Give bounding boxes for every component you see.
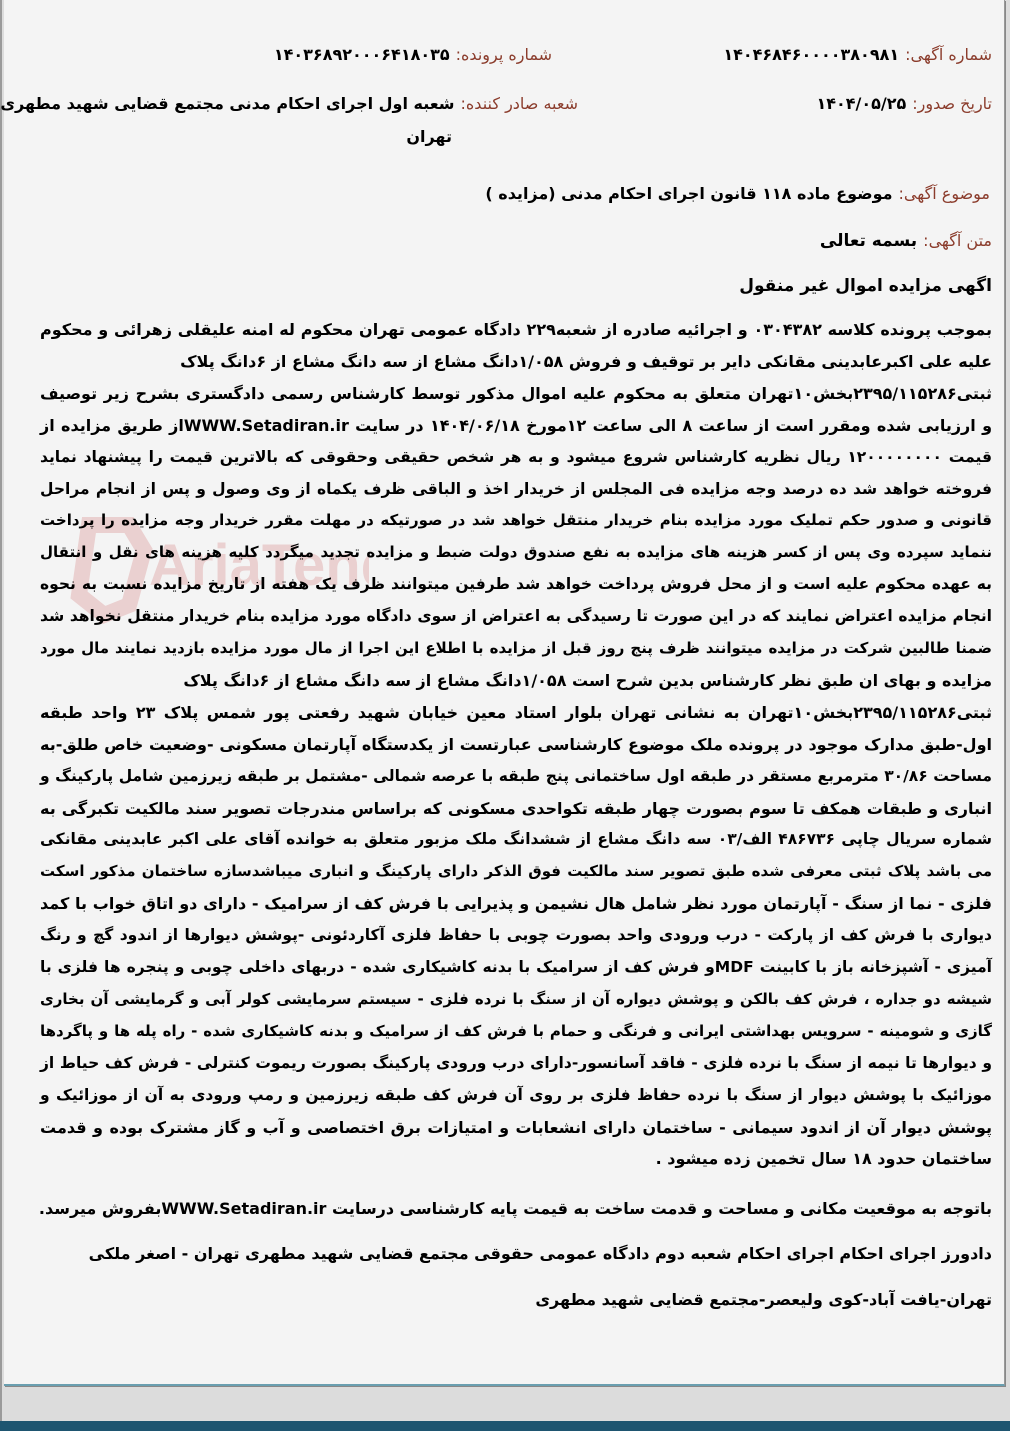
text-intro [820,231,992,251]
body-line: مساحت ۳۰/۸۶ مترمربع مستقر در طبقه اول ساختمانی پنج طبقه با عرصه شمالی -مشتمل بر طبقه زیرزمین شامل پارکینگ و [40,766,992,785]
body-line: قیمت ۱۲۰۰۰۰۰۰۰۰ ریال نظریه کارشناس شروع میشود و به هر شخص حقیقی وحقوقی که بالاترین قیمت را پیشنهاد نماید [40,447,992,466]
file-number-label: شماره پرونده: [455,45,552,64]
svg-text:AriaTender: AriaTen [149,533,361,598]
taskbar [0,1421,1010,1431]
ad-number-value: ۱۴۰۴۶۸۴۶۰۰۰۰۳۸۰۹۸۱ [723,45,900,64]
issue-date [816,94,992,113]
body-line: فلزی - نما از سنگ - آپارتمان مورد نظر شامل هال نشیمن و پذیرایی با فرش کف از سرامیک - دارای دو اتاق خواب با کمد [40,894,992,914]
body-line: موزائیک با پوشش دیوار از سنگ با نرده حفاظ فلزی بر روی آن فرش کف طبقه زیرزمین و رمپ ورودی به آن از موزائیک و [40,1085,992,1104]
body-line: علیه علی اکبرعابدینی مقانکی دایر بر توقیف و فروش ۱/۰۵۸دانگ مشاع از سه دانگ مشاع از ۶دانگ پلاک [180,351,992,371]
window-left-edge [0,0,2,1421]
body-line: ضمنا طالبین شرکت در مزایده میتوانند ظرف پنج روز قبل از مزایده با اطلاع این اجرا از مال مورد مزایده بازدید نمایند مال مورد [40,639,992,657]
file-number [274,45,552,64]
ad-number [723,45,992,64]
signature: دادورز اجرای احکام اجرای احکام شعبه دوم دادگاه عمومی حقوقی مجتمع قضایی شهید مطهری تهران - اصغر ملکی [88,1244,992,1263]
ad-number-label: شماره آگهی: [905,45,992,64]
file-number-value: ۱۴۰۳۶۸۹۲۰۰۰۶۴۱۸۰۳۵ [273,45,450,64]
subject-label: موضوع آگهی: [898,184,990,203]
body-line: دیواری با فرش کف از پارکت - درب ورودی واحد بصورت چوبی با حفاظ فلزی آکاردئونی -پوشش دیوارها از اندود گچ و رنگ [40,926,992,945]
issue-date-label: تاریخ صدور: [912,94,992,113]
body-line: و دیوارها تا نیمه از سنگ با نرده فلزی - فاقد آسانسور-دارای درب ورودی پارکینگ بصورت ریموت کنترلی - فرش کف حیاط از [40,1053,992,1072]
body-line: انباری و طبقات همکف تا سوم بصورت چهار طبقه تکواحدی مسکونی که براساس مندرجات تصویر سند مالکیت تکبرگی به [40,798,992,818]
body-line: شماره سریال چاپی ۴۸۶۷۳۶ الف/۰۳ سه دانگ مشاع از ششدانگ ملک مزبور متعلق به خوانده آقای علی اکبر عابدینی مقانکی [40,830,992,849]
body-line: گازی و شومینه - سرویس بهداشتی ایرانی و فرنگی و حمام با فرش کف از سرامیک و بدنه کاشیکاری شده - راه پله ها و پاگردها [40,1021,992,1040]
issuer [0,94,578,113]
body-line: اول-طبق مدارک موجود در پرونده ملک موضوع کارشناسی عبارتست از یکدستگاه آپارتمان مسکونی -وضعیت خاص طلق-به [40,734,992,754]
body-line: ساختمان حدود ۱۸ سال تخمین زده میشود . [655,1149,992,1169]
body-line: فروخته خواهد شد ده درصد وجه مزایده فی المجلس از خریدار اخذ و الباقی ظرف یکماه از وی وصول و پس از انجام مراحل [40,479,992,498]
notice-panel [4,0,1005,1386]
body-line: ثبتی۲۳۹۵/۱۱۵۲۸۶بخش۱۰تهران متعلق به محکوم علیه اموال مذکور توسط کارشناس رسمی دادگستری بشرح زیر توصیف [40,383,992,403]
body-line: قانونی و صدور حکم تملیک مورد مزایده بنام خریدار منتقل خواهد شد در صورتیکه در مهلت مقرر خریدار وجه مزایده را پرداخت [40,511,992,530]
issue-date-value: ۱۴۰۴/۰۵/۲۵ [816,94,907,113]
body-line: به عهده محکوم علیه است و از محل فروش پرداخت خواهد شد طرفین میتوانند ظرف یک هفته از تاریخ مزایده نسبت به نحوه [40,575,992,594]
body-line: مزایده و بهای ان طبق نظر کارشناس بدین شرح است ۱/۰۵۸دانگ مشاع از سه دانگ مشاع از ۶دانگ پلاک [183,670,992,690]
body-line: و ارزیابی شده ومقرر است از ساعت ۸ الی ساعت ۱۲مورخ ۱۴۰۴/۰۶/۱۸ در سایت WWW.Setadiran.irاز طریق مزایده از [40,415,993,435]
issuer-value: شعبه اول اجرای احکام مدنی مجتمع قضایی شهید مطهری [0,94,455,113]
body-line: ثبتی۲۳۹۵/۱۱۵۲۸۶بخش۱۰تهران به نشانی تهران بلوار استاد معین خیابان شهید رفعتی پور شمس پلاک ۲۳ واحد طبقه [40,702,992,722]
body-line: بموجب پرونده کلاسه ۰۳۰۴۳۸۲ و اجرائیه صادره از شعبه۲۲۹ دادگاه عمومی تهران محکوم له امنه علیقلی زهرائی و محکوم [40,320,992,339]
body-line: پوشش دیوار آن از اندود سیمانی - ساختمان دارای انشعابات و امتیازات برق اختصاصی و آب و گاز مشترک بوده و قدمت [40,1117,992,1137]
closing-text: باتوجه به موقعیت مکانی و مساحت و قدمت ساخت به قیمت پایه کارشناسی درسایت WWW.Setadiran.irبفروش میرسد. [38,1199,992,1218]
text-intro-value: بسمه تعالی [819,231,918,251]
address: تهران-یافت آباد-کوی ولیعصر-مجتمع قضایی شهید مطهری [535,1290,992,1309]
notice-title: اگهی مزایده اموال غیر منقول [739,276,992,296]
issuer-label: شعبه صادر کننده: [460,94,578,113]
body-line: شیشه دو جداره ، فرش کف بالکن و پوشش دیواره آن از سنگ با نرده فلزی - سیستم سرمایشی کولر آبی و گرمایشی آن بخاری [40,989,992,1008]
body-line: می باشد پلاک ثبتی معرفی شده طبق تصویر سند مالکیت فوق الذکر دارای پارکینگ و انباری میباشدسازه ساختمان مذکور اسکت [40,862,992,881]
issuer-line2: تهران [406,127,452,146]
subject [485,184,990,203]
body-line: ننماید سپرده وی پس از کسر هزینه های مزایده به نفع صندوق دولت ضبط و مزایده تجدید میگردد کلیه هزینه های نقل و انتقال [40,543,992,562]
text-label: متن آگهی: [923,231,992,250]
body-line: انجام مزایده اعتراض نمایند که در این صورت تا رسیدگی به اعتراض از سوی دادگاه مورد مزایده بنام خریدار منتقل نخواهد شد [40,607,992,626]
body-line: آمیزی - آشپزخانه باز با کابینت MDFو فرش کف از سرامیک با بدنه کاشیکاری شده - دربهای داخلی چوبی و پنجره ها فلزی با [40,958,992,976]
subject-value: موضوع ماده ۱۱۸ قانون اجرای احکام مدنی (مزایده ) [485,184,893,203]
